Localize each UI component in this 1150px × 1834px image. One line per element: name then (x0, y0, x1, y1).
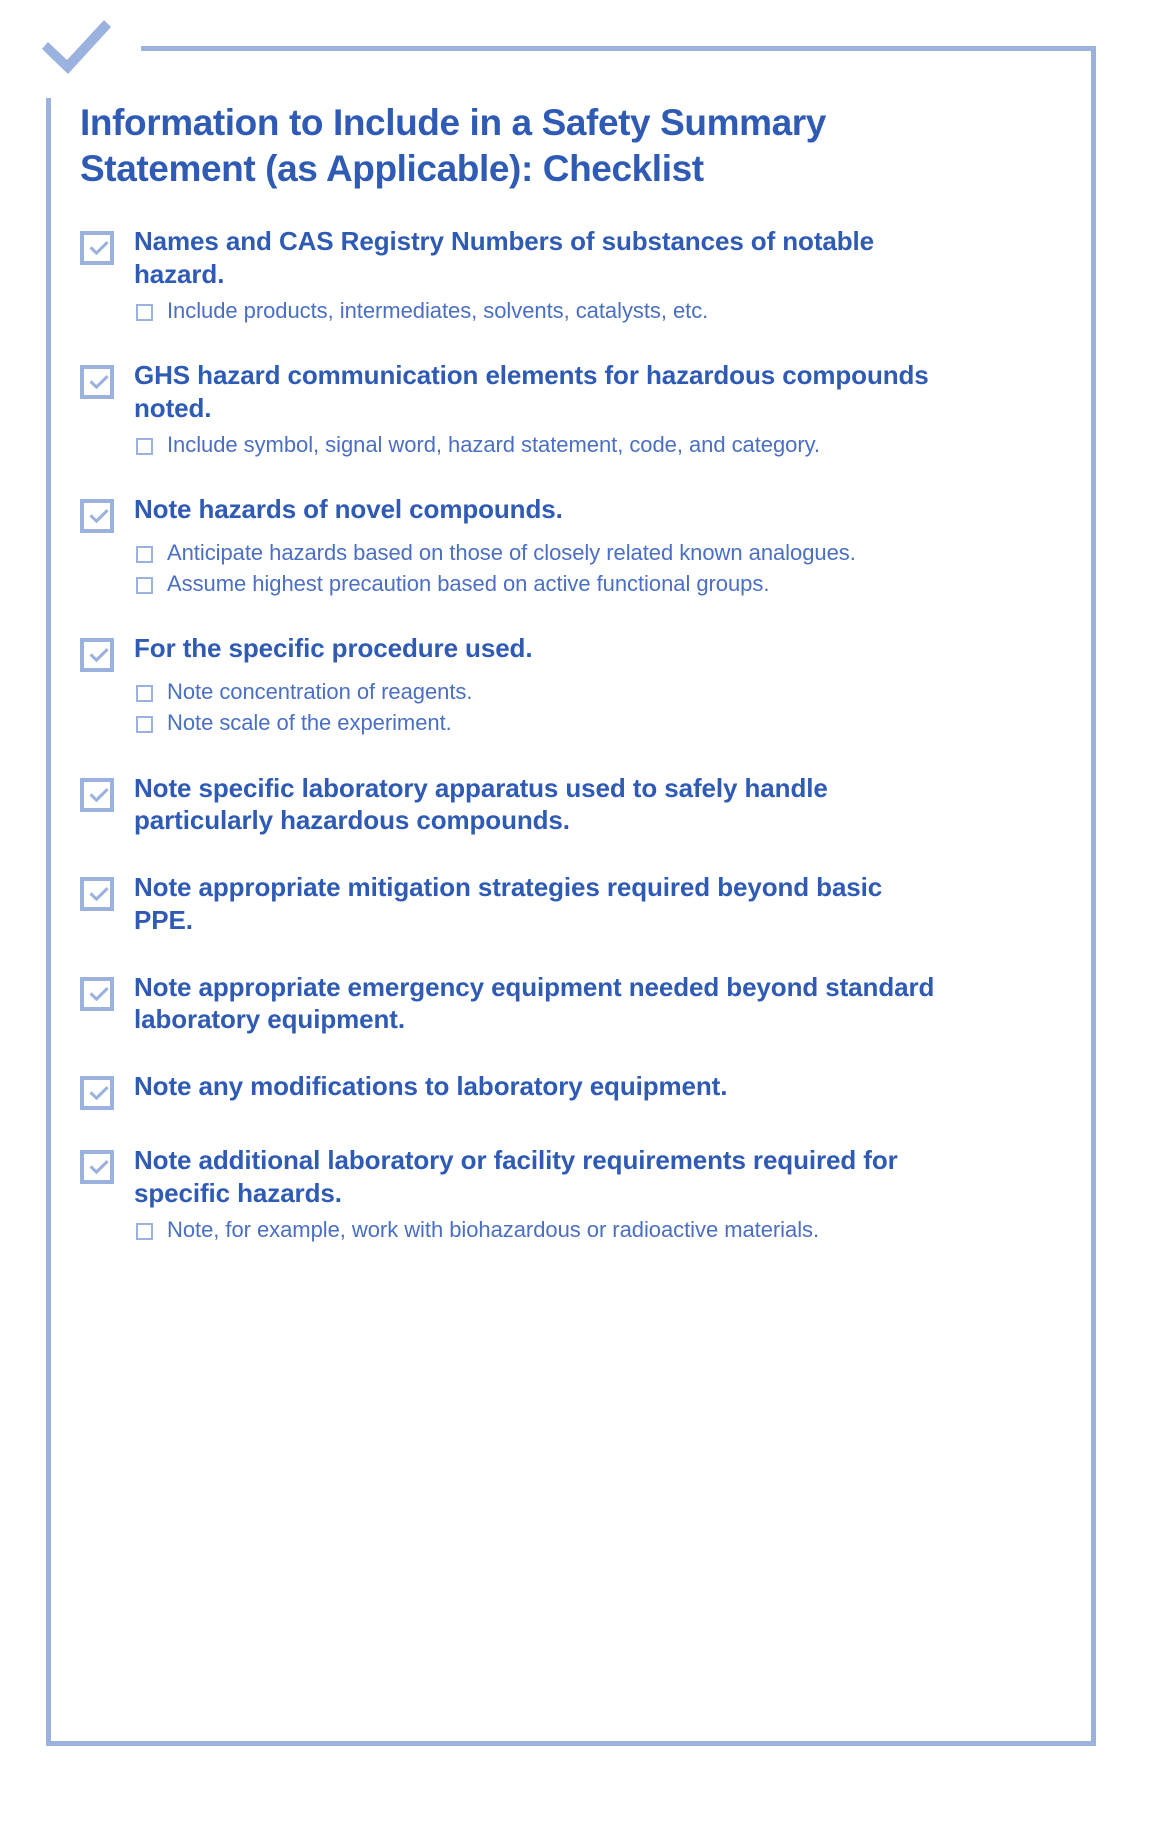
page-title-line1: Information to Include in a Safety Summary (80, 102, 826, 143)
checklist-item-row[interactable] (80, 971, 940, 1037)
checklist-subitem[interactable] (136, 1216, 940, 1245)
checklist-item-row[interactable] (80, 225, 940, 291)
empty-checkbox-icon[interactable] (136, 685, 153, 702)
checklist-subitem-label: Include symbol, signal word, hazard statement, code, and category. (167, 431, 820, 457)
checked-checkbox-icon[interactable] (80, 638, 114, 672)
checklist-item-row[interactable] (80, 493, 940, 533)
checked-checkbox-icon[interactable] (80, 1076, 114, 1110)
checklist-subitem[interactable] (136, 539, 940, 568)
checklist-subitem[interactable] (136, 709, 940, 738)
checked-checkbox-icon[interactable] (80, 778, 114, 812)
checked-checkbox-icon[interactable] (80, 231, 114, 265)
checklist-list (80, 225, 940, 1244)
checklist-subitem-label: Note concentration of reagents. (167, 679, 473, 705)
checklist-item-label: Note appropriate mitigation strategies required beyond basic PPE. (134, 872, 883, 935)
checklist-item (80, 493, 940, 598)
checklist-item-label: Note hazards of novel compounds. (134, 494, 563, 525)
checklist-item (80, 1070, 940, 1110)
checked-checkbox-icon[interactable] (80, 977, 114, 1011)
page-title (80, 100, 920, 191)
checklist-subitem[interactable] (136, 678, 940, 707)
checklist-item-row[interactable] (80, 359, 940, 425)
checklist-subitem-label: Assume highest precaution based on active functional groups. (167, 570, 770, 596)
checklist-item-label: Names and CAS Registry Numbers of substances of notable hazard. (134, 226, 875, 289)
checklist-item-row[interactable] (80, 871, 940, 937)
checked-checkbox-icon[interactable] (80, 499, 114, 533)
checklist-item-label: Note specific laboratory apparatus used to safely handle particularly hazardous compounds. (134, 772, 828, 836)
empty-checkbox-icon[interactable] (136, 577, 153, 594)
empty-checkbox-icon[interactable] (136, 438, 153, 455)
checklist-item-label: GHS hazard communication elements for hazardous compounds noted. (134, 360, 929, 423)
checklist-item (80, 1144, 940, 1244)
checklist-item-label: Note appropriate emergency equipment needed beyond standard laboratory equipment. (134, 971, 935, 1035)
checklist-subitem-label: Anticipate hazards based on those of closely related known analogues. (167, 540, 856, 566)
checklist-item (80, 359, 940, 459)
empty-checkbox-icon[interactable] (136, 1223, 153, 1240)
checklist-subitem-label: Note, for example, work with biohazardous or radioactive materials. (167, 1216, 820, 1242)
empty-checkbox-icon[interactable] (136, 546, 153, 563)
checklist-item-row[interactable] (80, 1144, 940, 1210)
checklist-item-label: For the specific procedure used. (134, 633, 533, 664)
checked-checkbox-icon[interactable] (80, 365, 114, 399)
checklist-subitem-label: Note scale of the experiment. (167, 709, 452, 735)
checklist-sublist (80, 678, 940, 737)
checklist-item-label: Note any modifications to laboratory equipment. (134, 1071, 728, 1102)
checklist-sublist (80, 1216, 940, 1245)
checklist-subitem-label: Include products, intermediates, solvents, catalysts, etc. (167, 297, 709, 323)
checklist-item-row[interactable] (80, 632, 940, 672)
page-title-line2: Statement (as Applicable): Checklist (80, 147, 704, 189)
checklist-subitem[interactable] (136, 431, 940, 460)
checklist-subitem[interactable] (136, 570, 940, 599)
checked-checkbox-icon[interactable] (80, 877, 114, 911)
checklist-content (80, 100, 940, 1246)
checklist-item (80, 772, 940, 838)
checklist-item (80, 871, 940, 937)
checklist-item-label: Note additional laboratory or facility requirements required for specific hazards. (134, 1145, 898, 1208)
checklist-item (80, 225, 940, 325)
checklist-sublist (80, 539, 940, 598)
check-mark-icon (38, 16, 114, 78)
checked-checkbox-icon[interactable] (80, 1150, 114, 1184)
checklist-item-row[interactable] (80, 772, 940, 838)
empty-checkbox-icon[interactable] (136, 716, 153, 733)
checklist-sublist (80, 431, 940, 460)
checklist-item (80, 971, 940, 1037)
checklist-sublist (80, 297, 940, 326)
empty-checkbox-icon[interactable] (136, 304, 153, 321)
checklist-item (80, 632, 940, 737)
checklist-item-row[interactable] (80, 1070, 940, 1110)
checklist-subitem[interactable] (136, 297, 940, 326)
